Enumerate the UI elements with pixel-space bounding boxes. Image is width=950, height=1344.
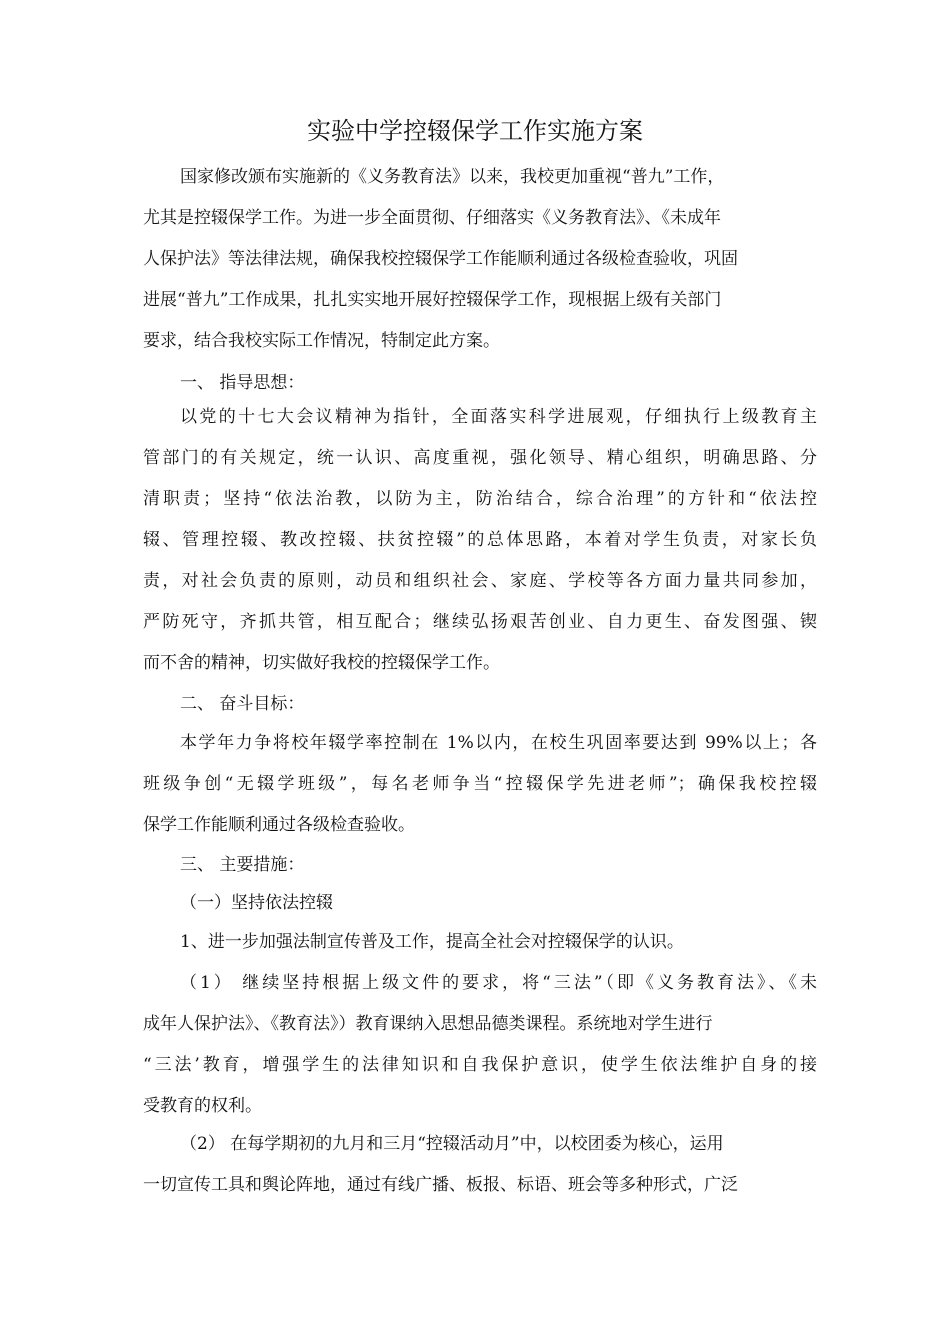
section2-line-3: 保学工作能顺利通过各级检查验收。 bbox=[143, 815, 415, 835]
section1-line-7: 而不舍的精神，切实做好我校的控辍保学工作。 bbox=[143, 653, 500, 673]
item1-1-line-1: （1） 继续坚持根据上级文件的要求，将“三法”（即《义务教育法》、《未 bbox=[180, 973, 817, 993]
section-heading-guiding-ideology: 一、 指导思想： bbox=[180, 373, 305, 393]
section1-line-2: 管部门的有关规定，统一认识、高度重视，强化领导、精心组织，明确思路、分 bbox=[143, 448, 817, 468]
section1-line-1: 以党的十七大会议精神为指针，全面落实科学进展观，仔细执行上级教育主 bbox=[180, 407, 817, 427]
section2-line-2: 班级争创“无辍学班级”，每名老师争当“控辍保学先进老师”；确保我校控辍 bbox=[143, 774, 817, 794]
document-title: 实验中学控辍保学工作实施方案 bbox=[307, 117, 643, 145]
item1-1-line-4: 受教育的权利。 bbox=[143, 1096, 262, 1116]
intro-line-2: 尤其是控辍保学工作。为进一步全面贯彻、仔细落实《义务教育法》、《未成年 bbox=[143, 208, 721, 228]
intro-line-1: 国家修改颁布实施新的《义务教育法》以来，我校更加重视“普九”工作， bbox=[180, 167, 725, 187]
section-heading-measures: 三、 主要措施： bbox=[180, 855, 305, 875]
item1-2-line-2: 一切宣传工具和舆论阵地，通过有线广播、板报、标语、班会等多种形式，广泛 bbox=[143, 1175, 738, 1195]
section1-line-4: 辍、管理控辍、教改控辍、扶贫控辍”的总体思路，本着对学生负责，对家长负 bbox=[143, 530, 817, 550]
section1-line-5: 责，对社会负责的原则，动员和组织社会、家庭、学校等各方面力量共同参加， bbox=[143, 571, 817, 591]
item1-1-line-2: 成年人保护法》、《教育法》）教育课纳入思想品德类课程。系统地对学生进行 bbox=[143, 1014, 713, 1034]
section1-line-6: 严防死守，齐抓共管，相互配合；继续弘扬艰苦创业、自力更生、奋发图强、锲 bbox=[143, 612, 817, 632]
subsection-heading-lawful-control: （一）坚持依法控辍 bbox=[180, 893, 333, 913]
section-heading-goals: 二、 奋斗目标： bbox=[180, 694, 305, 714]
intro-line-3: 人保护法》等法律法规，确保我校控辍保学工作能顺利通过各级检查验收，巩固 bbox=[143, 249, 738, 269]
item-1: 1、进一步加强法制宣传普及工作，提高全社会对控辍保学的认识。 bbox=[180, 932, 684, 952]
section2-line-1: 本学年力争将校年辍学率控制在 1%以内，在校生巩固率要达到 99%以上；各 bbox=[180, 733, 817, 753]
item1-1-line-3: “三法’教育，增强学生的法律知识和自我保护意识，使学生依法维护自身的接 bbox=[143, 1055, 817, 1075]
intro-line-5: 要求，结合我校实际工作情况，特制定此方案。 bbox=[143, 331, 500, 351]
section1-line-3: 清职责；坚持“依法治教，以防为主，防治结合，综合治理”的方针和“依法控 bbox=[143, 489, 817, 509]
intro-line-4: 进展“普九”工作成果，扎扎实实地开展好控辍保学工作，现根据上级有关部门 bbox=[143, 290, 722, 310]
item1-2-line-1: （2） 在每学期初的九月和三月“控辍活动月”中，以校团委为核心，运用 bbox=[180, 1134, 724, 1154]
